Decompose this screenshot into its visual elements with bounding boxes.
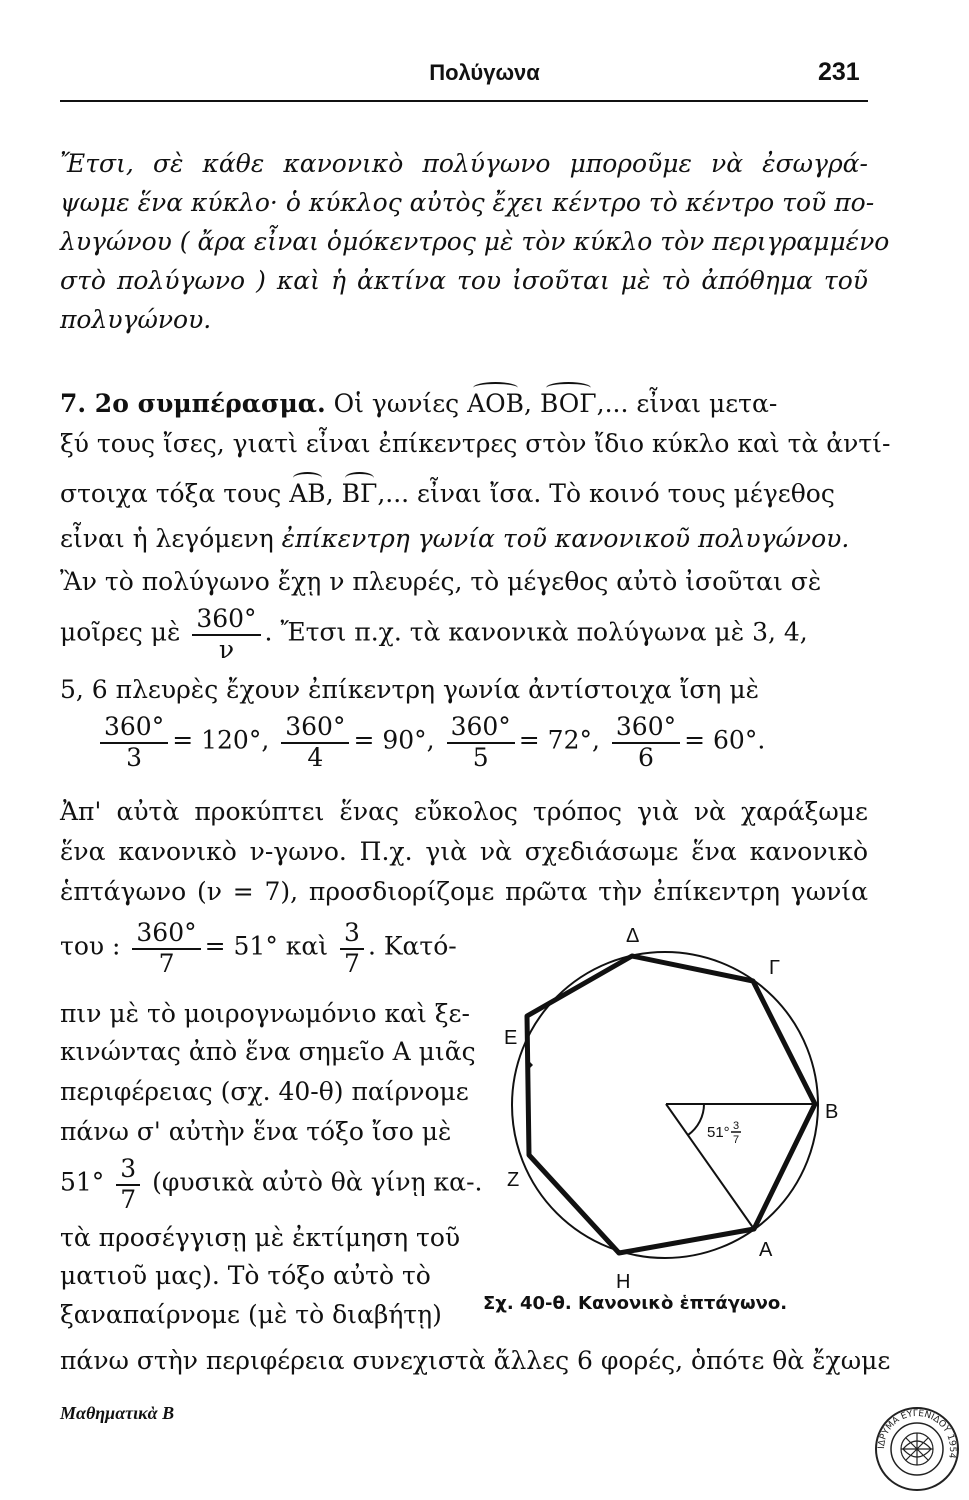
fraction-numerator: 3 (340, 918, 364, 950)
paragraph3-text: (φυσικὰ αὐτὸ θὰ γίνῃ κα-. (152, 1167, 483, 1197)
fraction-numerator: 360° (100, 712, 168, 744)
fraction-denominator: ν (218, 635, 235, 664)
running-header-title: Πολύγωνα (429, 60, 540, 85)
paragraph1-line-5: πολυγώνου. (60, 305, 212, 334)
section-heading: 7. 2ο συμπέρασμα. (60, 389, 326, 418)
paragraph3-line-13: πάνω στὴν περιφέρεια συνεχιστὰ ἄλλες 6 φορές, ὁπότε θὰ ἔχωμε (60, 1346, 891, 1375)
paragraph1-line-4: στὸ πολύγωνο ) καὶ ἡ ἀκτίνα του ἰσοῦται μὲ τὸ ἀπόθημα τοῦ (60, 266, 868, 295)
paragraph3-line-9 (60, 1154, 483, 1214)
fraction-result: = 120°, (172, 725, 270, 755)
vertex-label-g: Γ (769, 957, 781, 979)
fraction-numerator: 3 (116, 1154, 140, 1186)
conclusion-line-1: 7. 2ο συμπέρασμα. Οἱ γωνίες AOB, BOΓ,... εἶναι μετα- (60, 389, 778, 418)
vertex-label-e: Ε (504, 1027, 518, 1049)
fraction-360-over-n (192, 604, 260, 664)
conclusion-line-3: στοιχα τόξα τους AB, BΓ,... εἶναι ἴσα. Τὸ κοινό τους μέγεθος (60, 479, 835, 508)
paragraph1-line-2: ψωμε ἕνα κύκλο· ὁ κύκλος αὐτὸς ἔχει κέντρο τὸ κέντρο τοῦ πο- (60, 188, 875, 217)
fraction-numerator: 360° (281, 712, 349, 744)
paragraph3-line-3: ἑπτάγωνο (ν = 7), προσδιορίζομε πρῶτα τὴν ἐπίκεντρη γωνία (60, 877, 868, 906)
conclusion-text: ,... εἶναι μετα- (596, 389, 778, 418)
stamp-emblem-icon (901, 1433, 933, 1465)
conclusion-text: μοῖρες μὲ (60, 617, 181, 647)
stamp-text: ΙΔΡΥΜΑ ΕΥΓΕΝΙΔΟΥ 1954 (876, 1408, 958, 1460)
conclusion-line-4 (60, 523, 868, 555)
angle-bog: BOΓ (539, 389, 597, 418)
vertex-label-a: Α (759, 1239, 773, 1261)
angle-arc (688, 1104, 704, 1135)
conclusion-text: . Ἔτσι π.χ. τὰ κανονικὰ πολύγωνα μὲ 3, 4, (264, 617, 808, 647)
central-angle-term: ἐπίκεντρη γωνία τοῦ κανονικοῦ πολυγώνου. (281, 524, 850, 553)
fraction-360-6 (612, 712, 680, 772)
fraction-360-3 (100, 712, 168, 772)
fraction-numerator: 360° (612, 712, 680, 744)
fraction-denominator: 7 (120, 1185, 137, 1214)
fraction-denominator: 5 (472, 743, 489, 772)
paragraph3-line-2: ἕνα κανονικὸ ν-γωνο. Π.χ. γιὰ νὰ σχεδιάσωμε ἕνα κανονικὸ (60, 837, 868, 866)
fraction-360-4 (281, 712, 349, 772)
paragraph3-line-7: περιφέρειας (σχ. 40-θ) παίρνομε (60, 1077, 469, 1106)
angle-aob: AOB (467, 389, 525, 418)
fraction-numerator: 360° (132, 918, 200, 950)
paragraph1-line-3: λυγώνου ( ἄρα εἶναι ὁμόκεντρος μὲ τὸν κύκλο τὸν περιγραμμένο (60, 227, 890, 256)
conclusion-text: εἶναι ἡ λεγόμενη (60, 524, 274, 553)
fraction-result: = 90°, (353, 725, 435, 755)
fraction-numerator: 360° (192, 604, 260, 636)
paragraph1-line-1: Ἔτσι, σὲ κάθε κανονικὸ πολύγωνο μποροῦμε νὰ ἐσωγρά- (60, 149, 868, 178)
fraction-denominator: 7 (158, 949, 175, 978)
fraction-result: = 72°, (518, 725, 600, 755)
fraction-result: = 60°. (684, 725, 766, 755)
paragraph3-line-11: ματιοῦ μας). Τὸ τόξο αὐτὸ τὸ (60, 1261, 431, 1290)
angle-label: 51° (707, 1124, 730, 1141)
paragraph3-text: 51° (60, 1167, 105, 1197)
fraction-denominator: 7 (344, 949, 360, 978)
paragraph3-line-10: τὰ προσέγγισῃ μὲ ἐκτίμηση τοῦ (60, 1223, 461, 1252)
figure-caption: Σχ. 40-θ. Κανονικὸ ἑπτάγωνο. (483, 1293, 788, 1314)
arc-ab: AB (289, 479, 326, 508)
conclusion-line-2: ξύ τους ἴσες, γιατὶ εἶναι ἐπίκεντρες στὸν ἴδιο κύκλο καὶ τὰ ἀντί- (60, 429, 891, 458)
fraction-row (96, 712, 765, 772)
library-stamp (873, 1405, 961, 1493)
heptagon-figure (470, 918, 870, 1288)
arc-bg: BΓ (341, 479, 378, 508)
paragraph3-line-12: ξαναπαίρνομε (μὲ τὸ διαβήτῃ) (60, 1300, 442, 1329)
paragraph3-line-5: πιν μὲ τὸ μοιρογνωμόνιο καὶ ξε- (60, 999, 470, 1028)
fraction-360-7 (132, 918, 200, 978)
paragraph3-line-4 (60, 918, 460, 978)
paragraph3-text: του : (60, 931, 121, 961)
angle-frac-den: 7 (733, 1134, 740, 1146)
fraction-denominator: 6 (638, 743, 654, 772)
paragraph3-line-8: πάνω σ' αὐτὴν ἕνα τόξο ἴσο μὲ (60, 1117, 452, 1146)
paragraph3-text: . Κατό- (367, 931, 457, 961)
fraction-denominator: 4 (307, 743, 324, 772)
conclusion-text: Οἱ γωνίες (333, 389, 460, 418)
conclusion-line-7: 5, 6 πλευρὲς ἔχουν ἐπίκεντρη γωνία ἀντίστοιχα ἴση μὲ (60, 675, 760, 704)
fraction-denominator: 3 (126, 743, 143, 772)
page-number: 231 (818, 58, 860, 86)
vertex-label-d: Δ (626, 925, 640, 947)
fraction-3-7-b (116, 1154, 140, 1214)
header-rule (60, 100, 868, 102)
paragraph3-text: = 51° καὶ (204, 931, 329, 961)
angle-frac-num: 3 (733, 1120, 740, 1132)
conclusion-line-5: Ἂν τὸ πολύγωνο ἔχῃ ν πλευρές, τὸ μέγεθος αὐτὸ ἰσοῦται σὲ (60, 567, 822, 596)
fraction-numerator: 360° (447, 712, 515, 744)
conclusion-line-6 (60, 604, 868, 664)
fraction-3-7 (340, 918, 364, 978)
radius-to-a (666, 1104, 754, 1229)
vertex-label-b: Β (825, 1101, 839, 1123)
vertex-label-z: Ζ (507, 1169, 520, 1191)
paragraph3-line-6: κινώντας ἀπὸ ἕνα σημεῖο Α μιᾶς (60, 1037, 476, 1066)
vertex-label-h: Η (616, 1271, 631, 1288)
fraction-360-5 (447, 712, 515, 772)
conclusion-text: στοιχα τόξα τους (60, 479, 282, 508)
footer-text: Μαθηματικὰ Β (60, 1403, 175, 1423)
conclusion-text: ,... εἶναι ἴσα. Τὸ κοινό τους μέγεθος (377, 479, 835, 508)
paragraph3-line-1: Ἀπ' αὐτὰ προκύπτει ἕνας εὔκολος τρόπος γιὰ νὰ χαράξωμε (60, 797, 868, 826)
